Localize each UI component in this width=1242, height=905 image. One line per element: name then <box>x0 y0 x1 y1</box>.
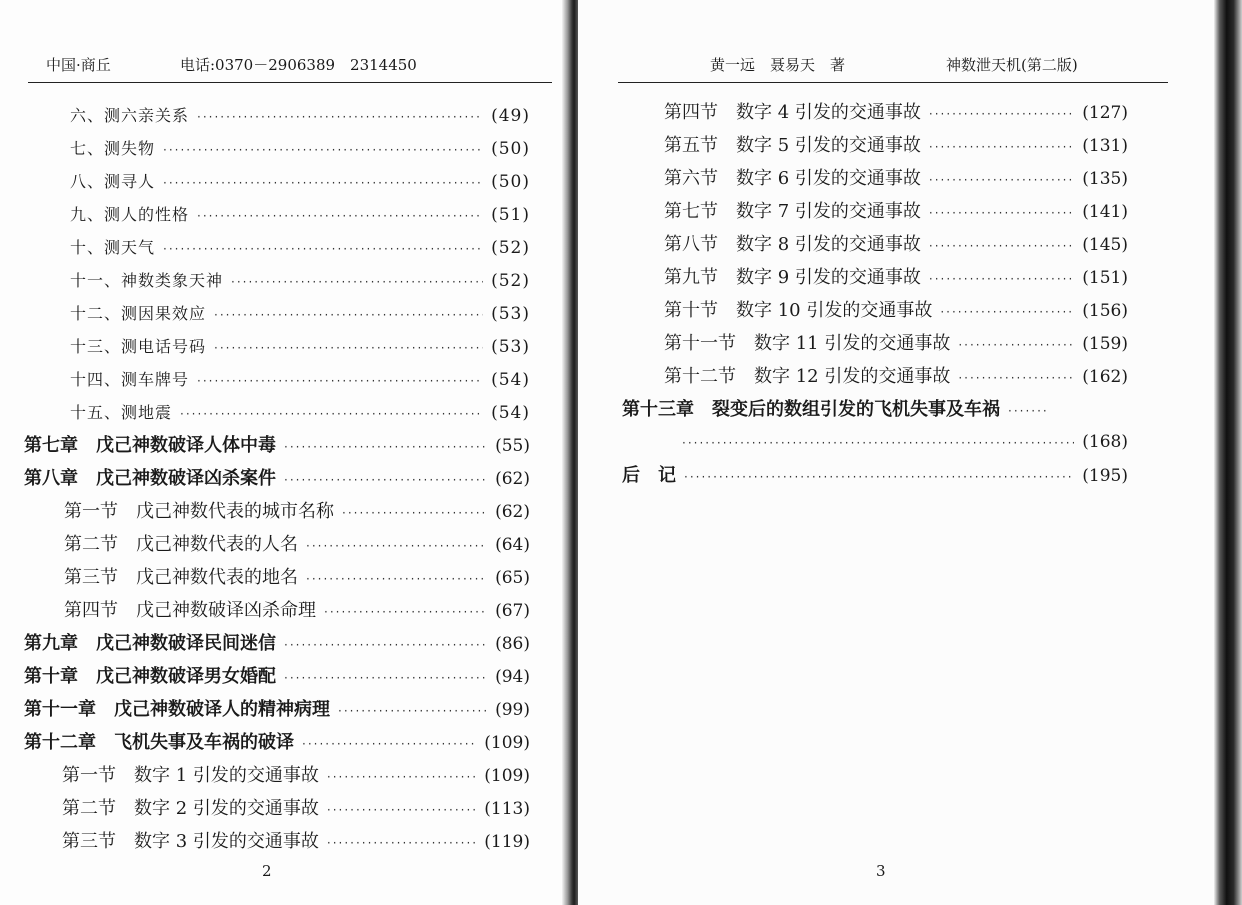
toc-entry-page: (151) <box>1082 268 1128 288</box>
toc-entry[interactable] <box>24 165 530 198</box>
toc-entry-title: 十、测天气 <box>70 238 156 257</box>
toc-chapter-continuation[interactable] <box>622 426 1128 459</box>
toc-entry-page: (109) <box>484 766 530 786</box>
toc-entry-page: (64) <box>495 535 530 555</box>
toc-chapter[interactable] <box>24 726 530 759</box>
toc-entry-title: 第十二节 数字 12 引发的交通事故 <box>664 366 951 387</box>
toc-entry[interactable] <box>24 330 530 363</box>
toc-section[interactable] <box>24 825 530 858</box>
toc-section[interactable] <box>622 327 1128 360</box>
toc-entry-title: 第十节 数字 10 引发的交通事故 <box>664 300 933 321</box>
toc-entry-page: (94) <box>495 667 530 687</box>
toc-leader <box>338 695 487 728</box>
toc-leader <box>284 629 487 662</box>
toc-entry-title: 七、测失物 <box>70 139 156 158</box>
toc-entry[interactable] <box>24 132 530 165</box>
toc-entry[interactable] <box>24 297 530 330</box>
toc-leader <box>342 497 487 530</box>
toc-entry-title: 第七节 数字 7 引发的交通事故 <box>664 201 921 222</box>
right-header-rule <box>618 82 1168 83</box>
toc-section[interactable] <box>24 759 530 792</box>
toc-entry-page: (55) <box>495 436 530 456</box>
toc-leader <box>940 296 1074 329</box>
toc-entry-title: 第十一节 数字 11 引发的交通事故 <box>664 333 951 354</box>
toc-section[interactable] <box>622 294 1128 327</box>
toc-leader <box>958 362 1074 395</box>
toc-leader <box>958 329 1074 362</box>
right-header-authors: 黄一远 聂易天 著 <box>710 56 846 74</box>
toc-leader <box>214 332 483 365</box>
toc-section[interactable] <box>622 162 1128 195</box>
toc-section[interactable] <box>24 792 530 825</box>
page-edge-shadow <box>1214 0 1242 905</box>
toc-leader <box>929 230 1074 263</box>
toc-entry-title: 第一节 戊己神数代表的城市名称 <box>64 501 334 522</box>
toc-entry-title: 九、测人的性格 <box>70 205 190 224</box>
left-page <box>0 0 568 905</box>
toc-entry[interactable] <box>24 363 530 396</box>
toc-leader <box>929 98 1074 131</box>
toc-leader <box>197 101 483 134</box>
toc-chapter[interactable] <box>24 429 530 462</box>
toc-entry-page: (67) <box>495 601 530 621</box>
toc-leader <box>306 530 487 563</box>
toc-entry[interactable] <box>24 231 530 264</box>
toc-entry-title: 第四节 戊己神数破译凶杀命理 <box>64 600 316 621</box>
toc-entry-title: 第十章 戊己神数破译男女婚配 <box>24 666 276 687</box>
toc-leader <box>929 131 1074 164</box>
toc-entry-page: (51) <box>491 205 530 225</box>
toc-entry-page: (141) <box>1082 202 1128 222</box>
toc-leader <box>684 461 1074 494</box>
toc-leader <box>163 167 483 200</box>
toc-entry-title: 第七章 戊己神数破译人体中毒 <box>24 435 276 456</box>
toc-entry[interactable] <box>24 198 530 231</box>
toc-leader <box>306 563 487 596</box>
toc-section[interactable] <box>622 129 1128 162</box>
toc-leader <box>324 596 487 629</box>
toc-leader <box>163 134 483 167</box>
toc-entry-page: (62) <box>495 469 530 489</box>
toc-entry-page: (62) <box>495 502 530 522</box>
toc-entry-title: 八、测寻人 <box>70 172 156 191</box>
toc-entry-page: (162) <box>1082 367 1128 387</box>
toc-leader <box>197 365 483 398</box>
right-page <box>578 0 1218 905</box>
toc-entry-page: (65) <box>495 568 530 588</box>
toc-entry-page: (119) <box>484 832 530 852</box>
toc-entry-title: 十二、测因果效应 <box>70 304 207 323</box>
toc-leader <box>327 794 476 827</box>
toc-entry-title: 十四、测车牌号 <box>70 370 190 389</box>
toc-entry-title: 第三节 戊己神数代表的地名 <box>64 567 298 588</box>
toc-entry-page: (99) <box>495 700 530 720</box>
right-toc <box>622 96 1128 492</box>
toc-leader <box>1008 395 1048 428</box>
toc-section[interactable] <box>24 495 530 528</box>
toc-leader <box>214 299 483 332</box>
toc-leader <box>284 662 487 695</box>
toc-entry-title: 第十一章 戊己神数破译人的精神病理 <box>24 699 330 720</box>
toc-chapter[interactable] <box>622 393 1128 426</box>
toc-leader <box>180 398 483 431</box>
toc-chapter[interactable] <box>24 627 530 660</box>
toc-section[interactable] <box>622 96 1128 129</box>
toc-leader <box>327 761 476 794</box>
toc-chapter[interactable] <box>622 459 1128 492</box>
toc-entry-page: (159) <box>1082 334 1128 354</box>
toc-entry-page: (109) <box>484 733 530 753</box>
toc-entry[interactable] <box>24 264 530 297</box>
left-header-rule <box>28 82 552 83</box>
toc-entry-title: 第二节 数字 2 引发的交通事故 <box>62 798 319 819</box>
toc-entry-title: 第八节 数字 8 引发的交通事故 <box>664 234 921 255</box>
toc-entry-page: (195) <box>1082 466 1128 486</box>
toc-entry-title: 十一、神数类象天神 <box>70 271 224 290</box>
toc-entry-page: (54) <box>491 403 530 423</box>
toc-section[interactable] <box>622 228 1128 261</box>
toc-entry-page: (131) <box>1082 136 1128 156</box>
toc-entry-title: 第五节 数字 5 引发的交通事故 <box>664 135 921 156</box>
toc-section[interactable] <box>622 261 1128 294</box>
toc-chapter[interactable] <box>24 462 530 495</box>
toc-leader <box>284 464 487 497</box>
toc-entry-title: 第一节 数字 1 引发的交通事故 <box>62 765 319 786</box>
toc-entry-page: (54) <box>491 370 530 390</box>
toc-entry[interactable] <box>24 396 530 429</box>
toc-entry-title: 第九节 数字 9 引发的交通事故 <box>664 267 921 288</box>
toc-section[interactable] <box>24 528 530 561</box>
toc-entry-title: 第二节 戊己神数代表的人名 <box>64 534 298 555</box>
toc-entry-page: (145) <box>1082 235 1128 255</box>
toc-leader <box>302 728 476 761</box>
toc-entry-title: 第十三章 裂变后的数组引发的飞机失事及车祸 <box>622 399 1000 420</box>
toc-entry-title: 第八章 戊己神数破译凶杀案件 <box>24 468 276 489</box>
toc-entry-title: 第十二章 飞机失事及车祸的破译 <box>24 732 294 753</box>
toc-leader <box>163 233 483 266</box>
right-page-number: 3 <box>876 862 886 880</box>
toc-entry-page: (50) <box>491 172 530 192</box>
toc-leader <box>929 164 1074 197</box>
toc-entry-page: (50) <box>491 139 530 159</box>
toc-entry-page: (49) <box>491 106 530 126</box>
toc-entry-title: 十五、测地震 <box>70 403 173 422</box>
left-header-location: 中国·商丘 <box>46 56 111 74</box>
left-toc <box>24 99 530 858</box>
toc-leader <box>327 827 476 860</box>
toc-leader <box>929 197 1074 230</box>
toc-section[interactable] <box>24 561 530 594</box>
toc-entry-page: (156) <box>1082 301 1128 321</box>
toc-entry-page: (168) <box>1082 432 1128 452</box>
toc-entry-title: 十三、测电话号码 <box>70 337 207 356</box>
toc-entry-title: 第九章 戊己神数破译民间迷信 <box>24 633 276 654</box>
left-page-number: 2 <box>262 862 272 880</box>
toc-entry-page: (53) <box>491 337 530 357</box>
toc-entry-page: (86) <box>495 634 530 654</box>
toc-section[interactable] <box>622 195 1128 228</box>
toc-entry-title: 第四节 数字 4 引发的交通事故 <box>664 102 921 123</box>
toc-entry-title: 第三节 数字 3 引发的交通事故 <box>62 831 319 852</box>
toc-entry-title: 第六节 数字 6 引发的交通事故 <box>664 168 921 189</box>
toc-section[interactable] <box>622 360 1128 393</box>
toc-entry-title: 后 记 <box>622 465 676 486</box>
toc-chapter[interactable] <box>24 660 530 693</box>
toc-section[interactable] <box>24 594 530 627</box>
right-header-book-title: 神数泄天机(第二版) <box>946 56 1078 74</box>
toc-leader <box>682 427 1074 460</box>
toc-chapter[interactable] <box>24 693 530 726</box>
toc-leader <box>231 266 483 299</box>
toc-entry-page: (127) <box>1082 103 1128 123</box>
toc-entry[interactable] <box>24 99 530 132</box>
toc-entry-page: (113) <box>484 799 530 819</box>
toc-entry-page: (52) <box>491 238 530 258</box>
toc-entry-page: (52) <box>491 271 530 291</box>
toc-entry-page: (53) <box>491 304 530 324</box>
toc-leader <box>929 263 1074 296</box>
left-header-phone: 电话:0370－2906389 2314450 <box>180 56 417 74</box>
toc-entry-page: (135) <box>1082 169 1128 189</box>
toc-leader <box>197 200 483 233</box>
toc-entry-title: 六、测六亲关系 <box>70 106 190 125</box>
toc-leader <box>284 431 487 464</box>
